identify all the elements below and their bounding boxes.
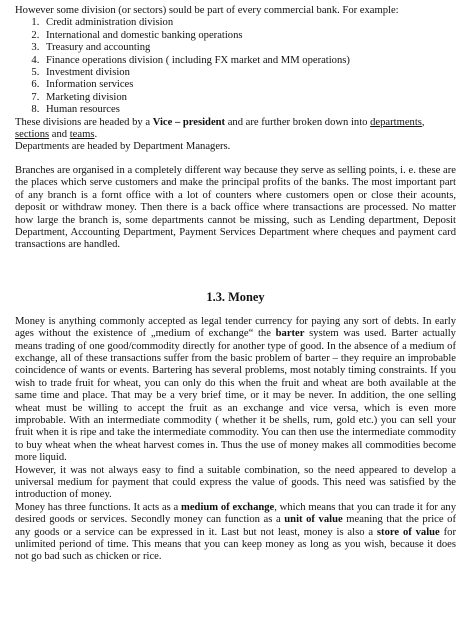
text-run: . xyxy=(94,129,98,141)
departments-term: departments xyxy=(370,116,422,128)
text-run: , which means that you can trade it for any desired goods or services. Secondly money can function as a xyxy=(15,501,456,526)
divisions-list xyxy=(15,17,456,116)
barter-term: barter xyxy=(275,328,305,340)
text-run: system was used. Barter actually means trading of one good/commodity directly for another type of good. In the absence of a medium of exchange, all of these transactions suffer from the basic problem of barter – they require an improbable coincidence of wants or events. Bartering has several problems, most notably timing constraints. If you wish to trade fruit for wheat, you can only do this when the fruit and wheat are both available at the same time and place. That may be a very brief time, or it may be never. In addition, the one selling wheat must be willing to accept the fruit as an exchange and vice versa, which is even more improbable. With an intermediate commodity ( whether it be shells, rum, gold etc.) you can sell your fruit when it is ripe and take the intermediate commodity. You can then use the intermediate commodity to buy wheat when the wheat harvest comes in. Thus the use of money makes all commodities become more liquid. xyxy=(15,328,456,464)
section-heading: 1.3. Money xyxy=(206,289,265,304)
text-run: for unlimited periond of time. This means that you can keep money as long as you wish, because it does not go bad such as chicken or rice. xyxy=(15,526,456,563)
list-item: 1. Credit administration division xyxy=(42,17,456,29)
text-run: Money has three functions. It acts as a xyxy=(15,501,182,513)
text-run: These divisions are headed by a xyxy=(15,116,153,128)
text-run: , xyxy=(421,116,425,128)
text-run: and are further broken down into xyxy=(225,116,371,128)
teams-term: teams xyxy=(69,129,95,141)
branches-paragraph: Branches are organised in a completely different way because they serve as selling points, i. e. these are the places which serve customers and make the principal profits of the banks. The most important part of any branch is a fornt office with a lot of counters where customers open or close their acounts, deposit or withdraw money. Then there is a back office where transactions are processed. No matter how large the branch is, some departments cannot be missing, such as Lending department, Deposit Department, Accounting Department, Payment Services Department where cheques and payment card transactions are handled. xyxy=(15,164,456,251)
money-paragraph-2: However, it was not always easy to find a suitable combination, so the need appeared to develop a universal medium for payment that could express the value of goods. This need was satisfied by the introduction of money. xyxy=(15,464,456,501)
list-item: 8. Human resources xyxy=(42,104,456,116)
vice-president-term: Vice – president xyxy=(152,116,226,128)
money-paragraph-3 xyxy=(15,502,456,564)
list-item: 7. Marketing division xyxy=(42,92,456,104)
list-item: 3. Treasury and accounting xyxy=(42,42,456,54)
store-of-value-term: store of value xyxy=(376,526,440,538)
sections-term: sections xyxy=(15,129,50,141)
medium-of-exchange-term: medium of exchange xyxy=(181,501,275,513)
unit-of-value-term: unit of value xyxy=(284,514,343,526)
department-managers-text: Departments are headed by Department Managers. xyxy=(15,141,231,153)
intro-text: However some division (or sectors) sould be part of every commercial bank. For example: xyxy=(15,5,399,16)
vice-president-paragraph xyxy=(15,117,456,142)
list-item: 6. Information services xyxy=(42,79,456,91)
list-item: 4. Finance operations division ( including FX market and MM operations) xyxy=(42,55,456,67)
list-item: 2. International and domestic banking operations xyxy=(42,30,456,42)
money-paragraph-1 xyxy=(15,316,456,465)
list-item: 5. Investment division xyxy=(42,67,456,79)
text-run: and xyxy=(49,129,70,141)
text-run: meaning that the price of any goods or a service can be expressed in it. Last but not least, money is also a xyxy=(15,514,456,538)
text-run: Money is anything commonly accepted as legal tender currency for paying any sort of debts. In early ages without the existence of „medium of exchange“ the xyxy=(15,315,456,340)
